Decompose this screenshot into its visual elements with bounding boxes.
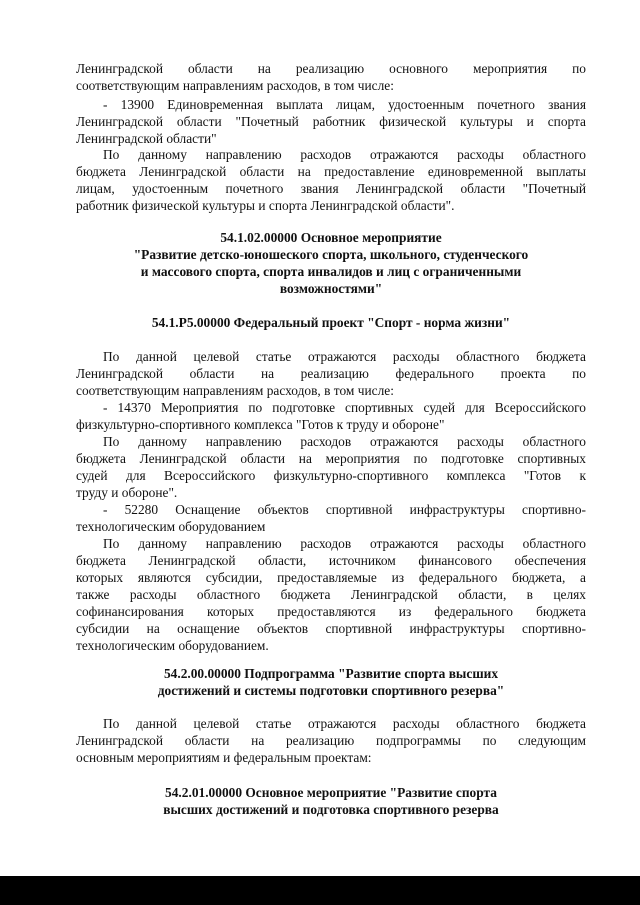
paragraph-line: Ленинградской области на реализацию основного мероприятия по — [76, 61, 586, 76]
paragraph-line: По данной целевой статье отражаются расходы областного бюджета — [103, 716, 586, 731]
paragraph-line: По данному направлению расходов отражаются расходы областного — [103, 434, 586, 449]
paragraph-line: судей для Всероссийского физкультурно-спортивного комплекса "Готов к — [76, 468, 586, 483]
paragraph-line: соответствующим направлениям расходов, в том числе: — [76, 78, 394, 93]
section-heading: 54.2.01.00000 Основное мероприятие "Развитие спорта — [165, 785, 497, 800]
paragraph-line: Ленинградской области" — [76, 131, 217, 146]
paragraph-line: работник физической культуры и спорта Ленинградской области". — [76, 198, 455, 213]
paragraph-line: софинансирования которых предоставляются из федерального бюджета — [76, 604, 586, 619]
paragraph-line: бюджета Ленинградской области на предоставление единовременной выплаты — [76, 164, 586, 179]
paragraph-line: которых являются субсидии, предоставляемые из федерального бюджета, а — [76, 570, 586, 585]
paragraph-line: бюджета Ленинградской области на мероприятия по подготовке спортивных — [76, 451, 586, 466]
paragraph-line: Ленинградской области на реализацию федерального проекта по — [76, 366, 586, 381]
paragraph-line: технологическим оборудованием — [76, 519, 266, 534]
paragraph-line: основным мероприятиям и федеральным проектам: — [76, 750, 372, 765]
section-heading: возможностями" — [279, 281, 383, 296]
paragraph-line: лицам, удостоенным почетного звания Ленинградской области "Почетный — [76, 181, 586, 196]
section-heading: и массового спорта, спорта инвалидов и лиц с ограниченными — [140, 264, 522, 279]
paragraph-line: соответствующим направлениям расходов, в том числе: — [76, 383, 394, 398]
paragraph-line: субсидии на оснащение объектов спортивной инфраструктуры спортивно- — [76, 621, 586, 636]
list-item-line: - 14370 Мероприятия по подготовке спортивных судей для Всероссийского — [103, 400, 586, 415]
scan-border — [0, 876, 640, 905]
list-item-line: - 13900 Единовременная выплата лицам, удостоенным почетного звания — [103, 97, 586, 112]
paragraph-line: Ленинградской области "Почетный работник физической культуры и спорта — [76, 114, 586, 129]
paragraph-line: По данному направлению расходов отражаются расходы областного — [103, 536, 586, 551]
paragraph-line: технологическим оборудованием. — [76, 638, 269, 653]
section-heading: 54.1.02.00000 Основное мероприятие — [220, 230, 442, 245]
paragraph-line: физкультурно-спортивного комплекса "Готов к труду и обороне" — [76, 417, 445, 432]
list-item-line: - 52280 Оснащение объектов спортивной инфраструктуры спортивно- — [103, 502, 586, 517]
paragraph-line: По данному направлению расходов отражаются расходы областного — [103, 147, 586, 162]
paragraph-line: бюджета Ленинградской области, источником финансового обеспечения — [76, 553, 586, 568]
section-heading: достижений и системы подготовки спортивного резерва" — [157, 683, 505, 698]
paragraph-line: также расходы областного бюджета Ленинградской области, в целях — [76, 587, 586, 602]
paragraph-line: По данной целевой статье отражаются расходы областного бюджета — [103, 349, 586, 364]
section-heading: 54.2.00.00000 Подпрограмма "Развитие спорта высших — [163, 666, 499, 681]
section-heading: "Развитие детско-юношеского спорта, школьного, студенческого — [133, 247, 529, 262]
section-heading: высших достижений и подготовка спортивного резерва — [163, 802, 499, 817]
section-heading: 54.1.P5.00000 Федеральный проект "Спорт - норма жизни" — [151, 315, 511, 330]
paragraph-line: труду и обороне". — [76, 485, 178, 500]
paragraph-line: Ленинградской области на реализацию подпрограммы по следующим — [76, 733, 586, 748]
